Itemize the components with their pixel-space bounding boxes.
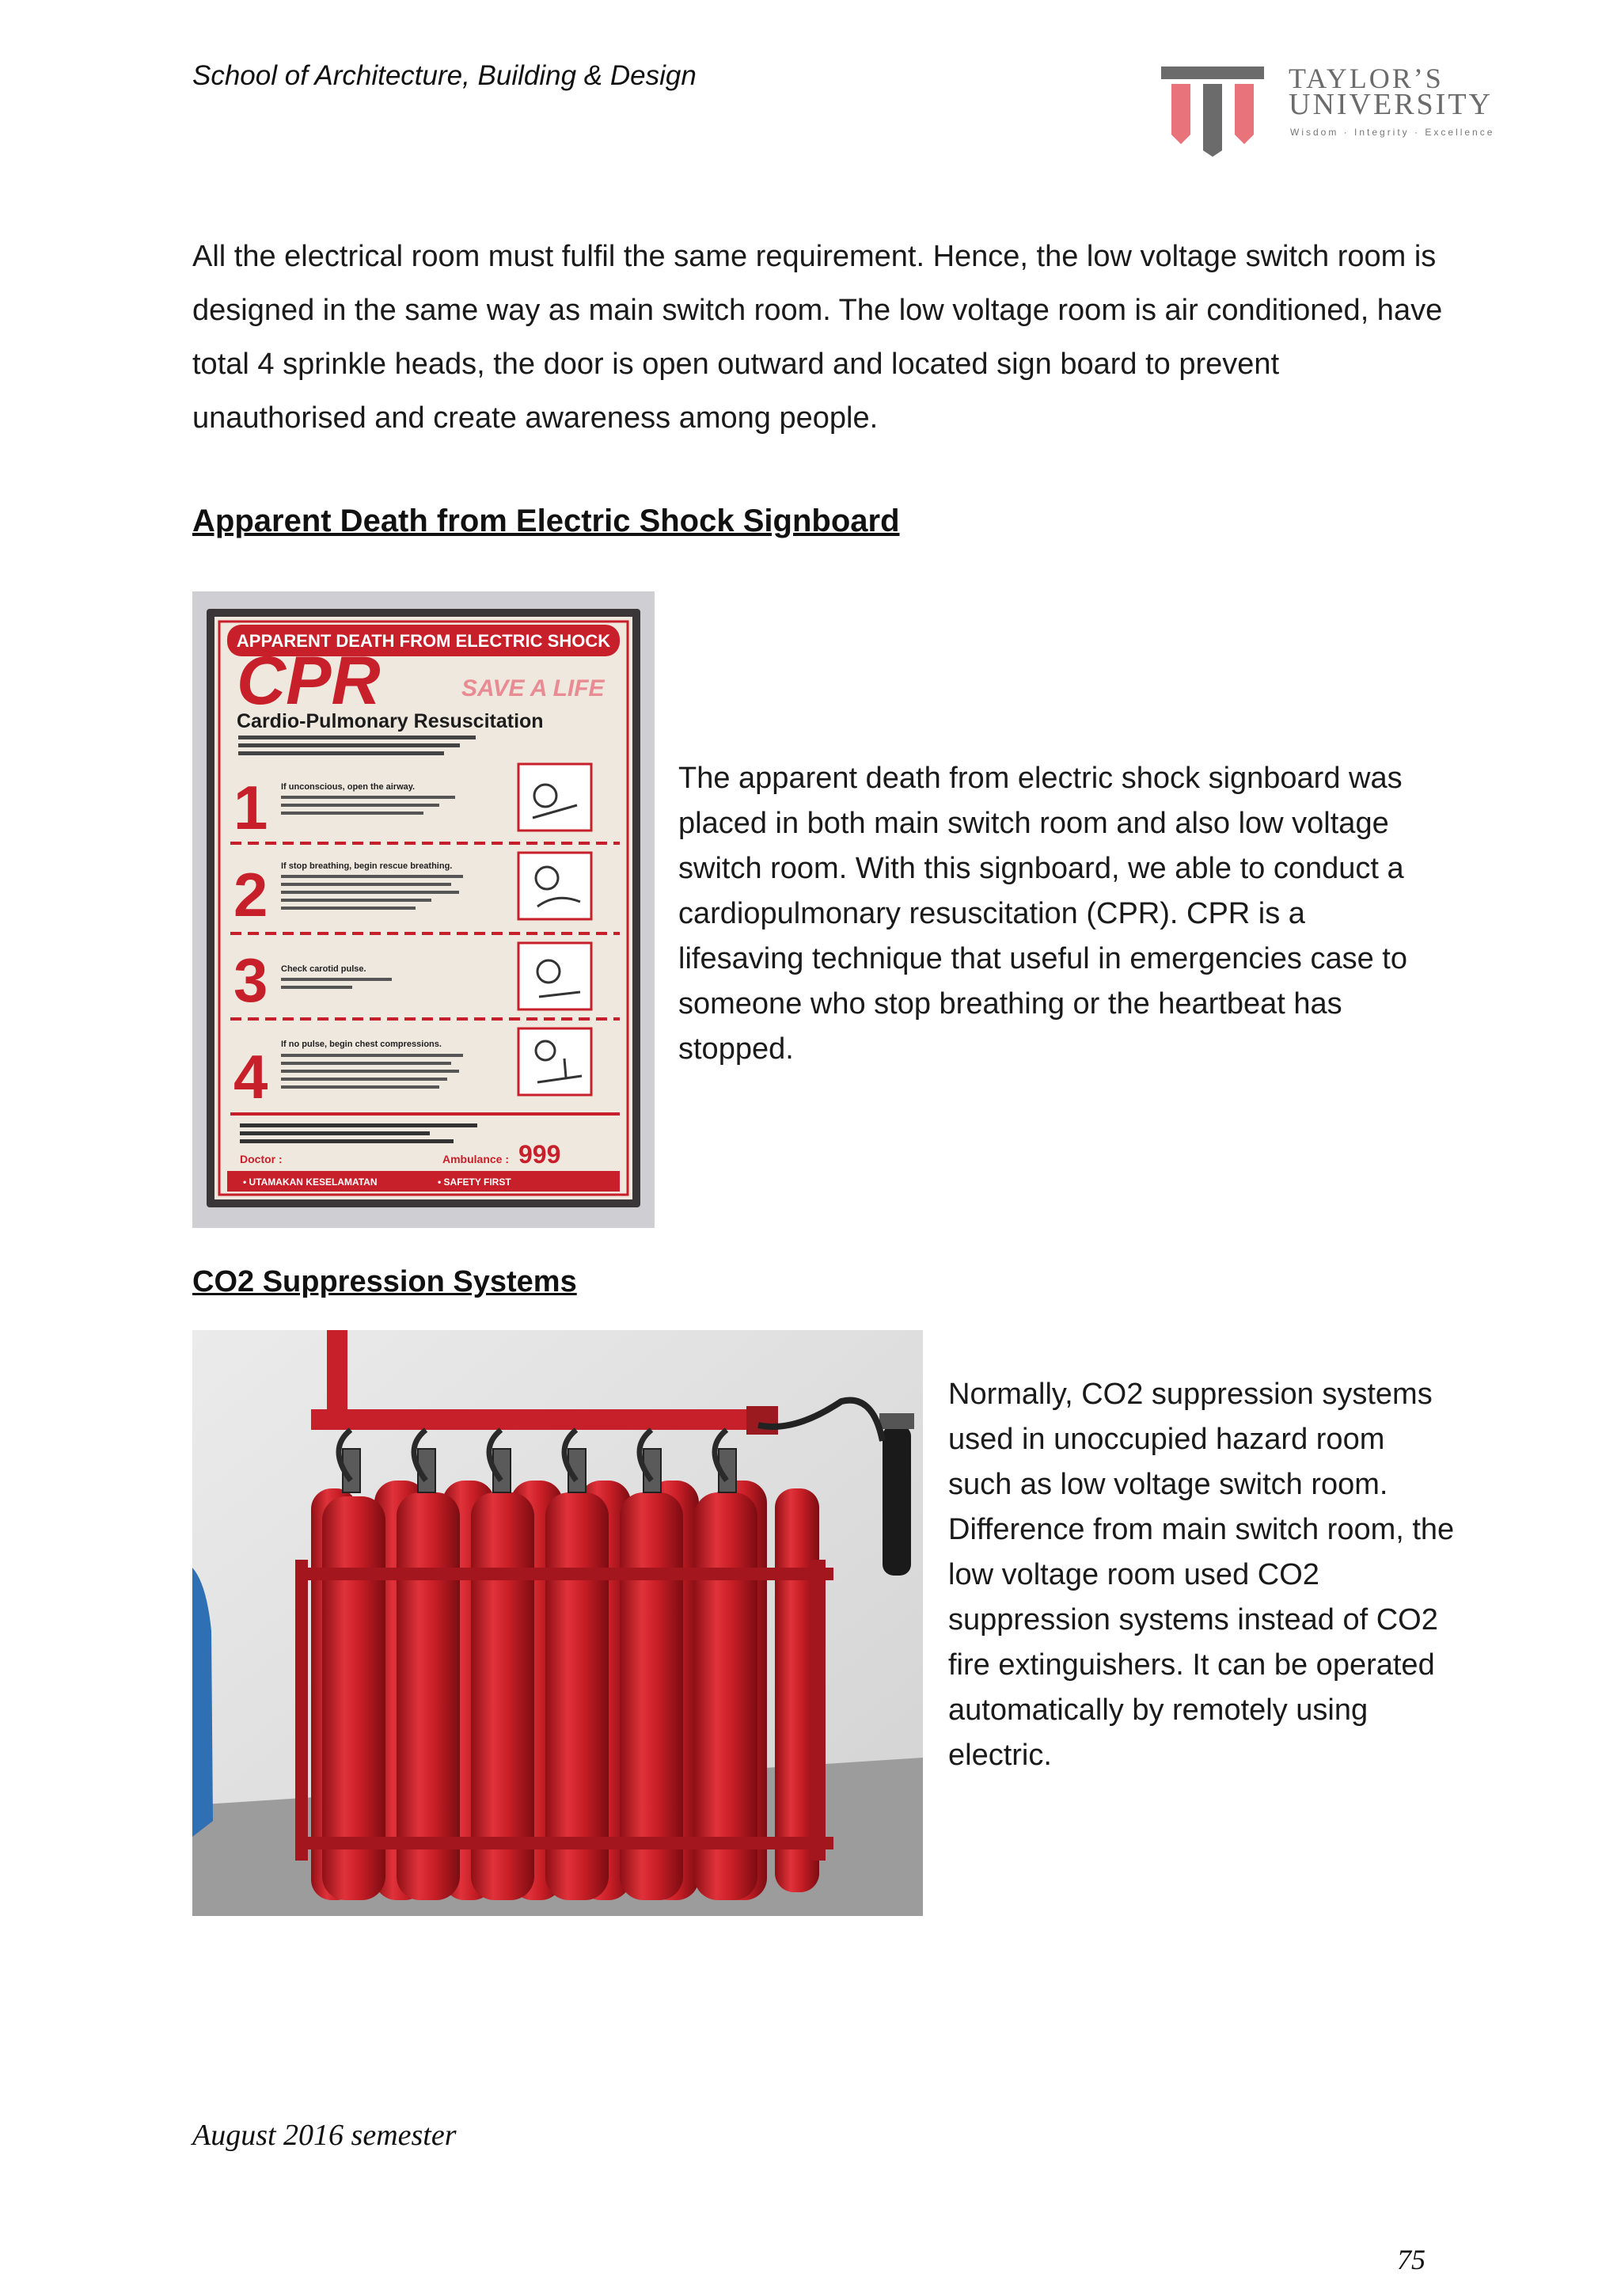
svg-text:2: 2 (233, 860, 268, 929)
sign-big-title: CPR (237, 643, 381, 719)
sign-ambulance-number: 999 (518, 1140, 561, 1169)
svg-text:If stop breathing, begin rescu: If stop breathing, begin rescue breathing. (281, 861, 453, 871)
section-heading-co2: CO2 Suppression Systems (192, 1265, 577, 1298)
svg-text:3: 3 (233, 945, 268, 1015)
sign-doctor-label: Doctor : (240, 1153, 283, 1165)
footer-semester: August 2016 semester (192, 2119, 457, 2152)
sign-ambulance-label: Ambulance : (442, 1153, 510, 1165)
svg-text:4: 4 (233, 1042, 268, 1112)
sign-save-life: SAVE A LIFE (461, 675, 605, 701)
university-logo (1157, 62, 1537, 157)
svg-text:Check carotid pulse.: Check carotid pulse. (281, 964, 366, 974)
sign-banner: APPARENT DEATH FROM ELECTRIC SHOCK (236, 631, 611, 651)
svg-text:1: 1 (233, 773, 268, 842)
sign-footer-left: • UTAMAKAN KESELAMATAN (243, 1177, 378, 1188)
cpr-signboard-photo (192, 591, 655, 1228)
logo-tagline: Wisdom · Integrity · Excellence (1290, 127, 1495, 138)
logo-name-line1: TAYLOR’S (1289, 63, 1444, 94)
taylors-shield-icon (1157, 62, 1268, 157)
sign-footer-right: • SAFETY FIRST (438, 1177, 511, 1188)
svg-text:If unconscious, open the airwa: If unconscious, open the airway. (281, 782, 416, 792)
intro-paragraph: All the electrical room must fulfil the same requirement. Hence, the low voltage switch room is designed in the same way as main switch room. The low voltage room is air conditioned, have total 4 sprinkle heads, the door is open outward and located sign board to prevent unauthorised and create awareness among people. (192, 240, 1443, 435)
signboard-description: The apparent death from electric shock signboard was placed in both main switch room and also low voltage switch room. With this signboard, we able to conduct a cardiopulmonary resuscitation (CPR). CPR is a lifesaving technique that useful in emergencies case to someone who stop breathing or the heartbeat has stopped. (678, 762, 1407, 1066)
sign-subtitle: Cardio-Pulmonary Resuscitation (237, 710, 544, 732)
header-school-name: School of Architecture, Building & Design (192, 60, 697, 91)
section-heading-signboard: Apparent Death from Electric Shock Signboard (192, 504, 900, 538)
co2-cylinders-photo (192, 1330, 923, 1916)
svg-text:If no pulse, begin chest compr: If no pulse, begin chest compressions. (281, 1040, 442, 1049)
co2-description: Normally, CO2 suppression systems used in unoccupied hazard room such as low voltage switch room. Difference from main switch room, the low voltage room used CO2 suppression systems instead of CO2 fire extinguishers. It can be operated automatically by remotely using electric. (948, 1378, 1455, 1772)
page-number: 75 (1397, 2244, 1425, 2275)
logo-name-line2: UNIVERSITY (1289, 88, 1493, 121)
